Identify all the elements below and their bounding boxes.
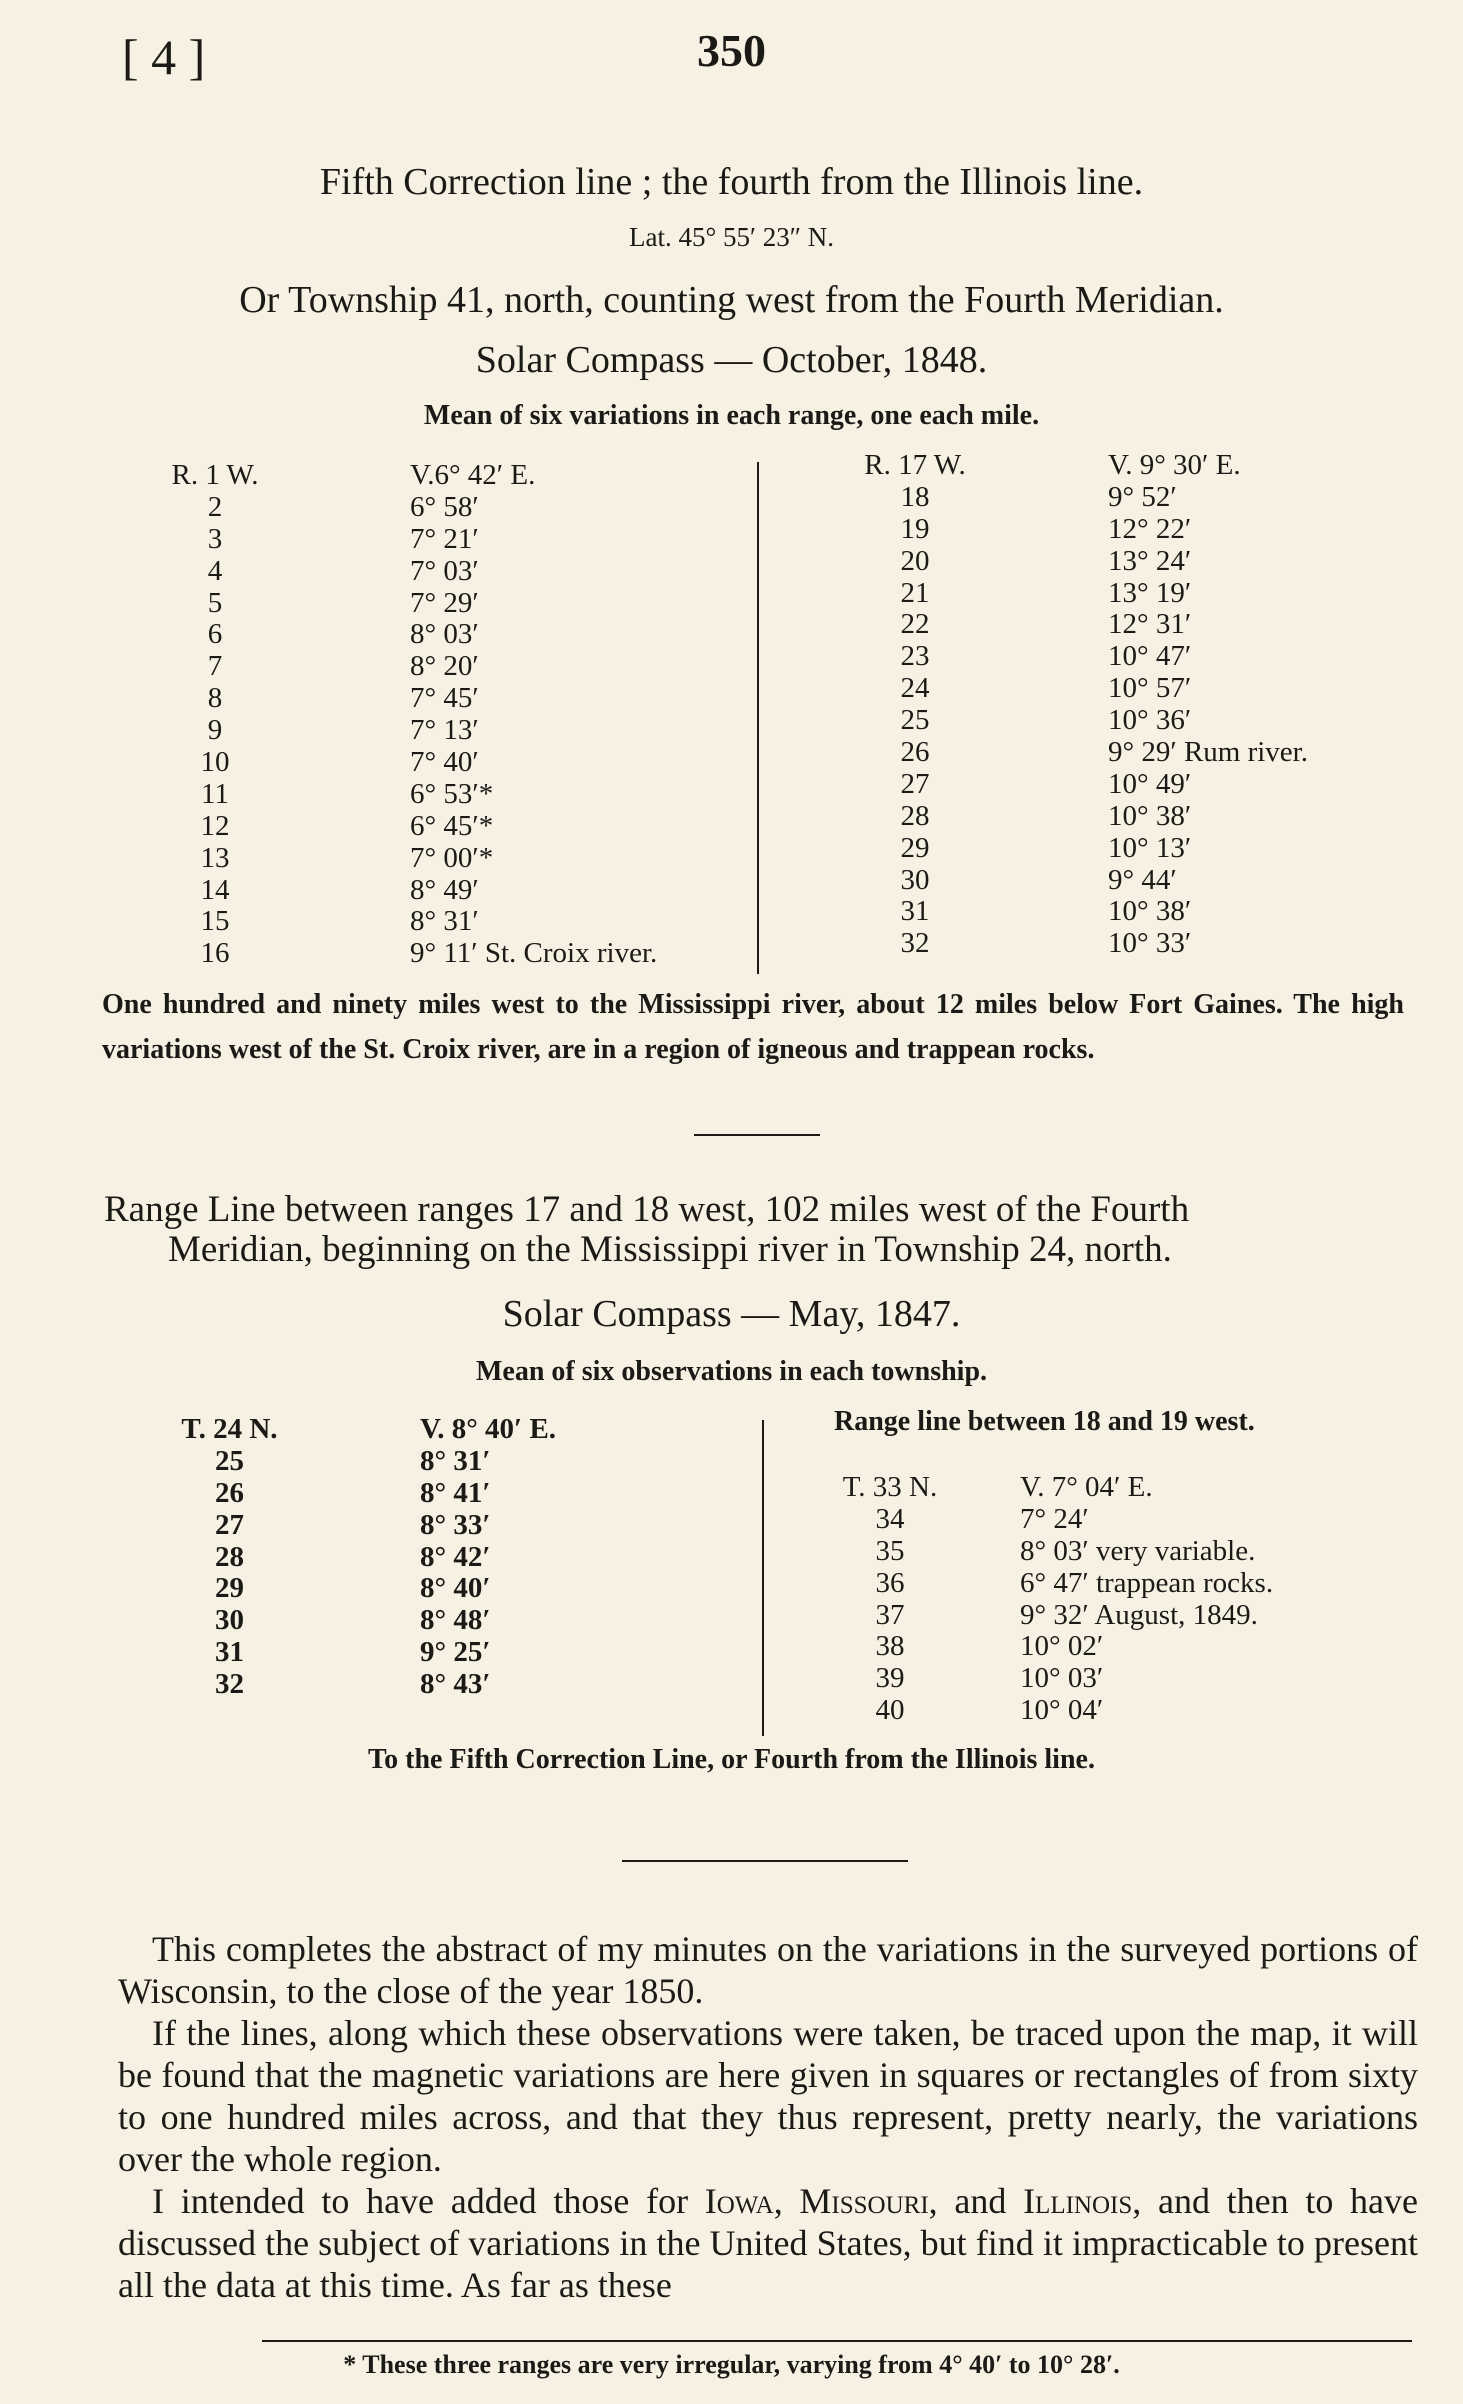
page-number: 350 <box>697 25 766 76</box>
variation-value: 6° 47′ trappean rocks. <box>1020 1566 1274 1599</box>
variation-value: 10° 36′ <box>1108 704 1192 737</box>
township-number: 37 <box>875 1598 905 1631</box>
section1-instrument: Solar Compass — October, 1848. <box>475 339 988 381</box>
variation-value: 8° 40′ <box>420 1572 491 1605</box>
section1-right-values <box>1108 450 1428 960</box>
variation-value: 13° 24′ <box>1108 544 1192 577</box>
range-number: 18 <box>900 480 930 513</box>
variation-value: 7° 03′ <box>410 554 479 587</box>
variation-value: 9° 29′ Rum river. <box>1108 736 1308 769</box>
section1-left-values <box>410 460 760 970</box>
paragraph-3-text: I intended to have added those for <box>152 2181 705 2221</box>
variation-value: 8° 31′ <box>420 1444 491 1477</box>
range-number: 20 <box>900 544 930 577</box>
footnote: * These three ranges are very irregular, varying from 4° 40′ to 10° 28′. <box>343 2350 1120 2379</box>
variation-value: 7° 21′ <box>410 522 479 555</box>
range-number: 12 <box>200 809 230 842</box>
variation-value: 7° 24′ <box>1020 1502 1089 1535</box>
variation-value: 10° 04′ <box>1020 1694 1104 1727</box>
township-number: 36 <box>875 1566 905 1599</box>
range-number: 27 <box>900 767 930 800</box>
range-number: 3 <box>207 522 223 555</box>
township-number: 31 <box>215 1636 244 1669</box>
variation-value: 10° 38′ <box>1108 895 1192 928</box>
range-number: 10 <box>200 746 230 779</box>
township-number: T. 33 N. <box>842 1471 938 1503</box>
variation-value: 6° 53′* <box>410 777 494 810</box>
variation-value: 10° 02′ <box>1020 1630 1104 1663</box>
variation-value: 8° 03′ very variable. <box>1020 1534 1256 1567</box>
township-number: 40 <box>875 1694 905 1727</box>
range-number: 15 <box>200 905 230 938</box>
section1-subtitle: Or Township 41, north, counting west from the Fourth Meridian. <box>239 279 1224 321</box>
range-number: 9 <box>207 714 223 747</box>
variation-value: V.6° 42′ E. <box>410 459 536 491</box>
paragraph-3-tail: , and then to have discussed the subject of variations in the United States, but find it impracticable to present all the data at this time. As far as these <box>118 2181 1419 2305</box>
township-number: 28 <box>215 1540 244 1573</box>
section1-title: Fifth Correction line ; the fourth from the Illinois line. <box>319 161 1144 203</box>
range-number: 26 <box>900 736 930 769</box>
range-number: 2 <box>207 490 223 523</box>
range-number: 14 <box>200 873 230 906</box>
section1-latitude: Lat. 45° 55′ 23″ N. <box>629 222 834 252</box>
section2-mean-note: Mean of six observations in each township. <box>475 1356 988 1387</box>
paragraph-3 <box>118 2180 1418 2306</box>
range-number: 6 <box>207 618 223 651</box>
township-number: 34 <box>875 1502 905 1535</box>
variation-value: 12° 31′ <box>1108 608 1192 641</box>
variation-value: V. 7° 04′ E. <box>1020 1471 1153 1503</box>
variation-value: 10° 33′ <box>1108 927 1192 960</box>
state-iowa: Iowa <box>704 2181 774 2221</box>
variation-value: 9° 52′ <box>1108 480 1177 513</box>
body-text <box>118 1928 1418 2306</box>
range-number: 25 <box>900 704 930 737</box>
variation-value: 10° 47′ <box>1108 640 1192 673</box>
variation-value: 8° 43′ <box>420 1668 491 1701</box>
paragraph-3-sep: , <box>773 2181 800 2221</box>
section2-closing: To the Fifth Correction Line, or Fourth from the Illinois line. <box>368 1744 1095 1775</box>
section2-right-heading: Range line between 18 and 19 west. <box>834 1406 1255 1437</box>
variation-value: 8° 33′ <box>420 1508 491 1541</box>
township-number: 35 <box>875 1534 905 1567</box>
variation-value: 10° 49′ <box>1108 767 1192 800</box>
section2-left-townships <box>162 1414 297 1701</box>
variation-value: 8° 42′ <box>420 1540 491 1573</box>
variation-value: 10° 38′ <box>1108 799 1192 832</box>
variation-value: 10° 57′ <box>1108 672 1192 705</box>
signature-mark: [ 4 ] <box>122 29 206 85</box>
range-number: 24 <box>900 672 930 705</box>
variation-value: 9° 32′ August, 1849. <box>1020 1598 1258 1631</box>
state-illinois: Illinois <box>1023 2181 1133 2221</box>
variation-value: 9° 11′ St. Croix river. <box>410 937 658 970</box>
variation-value: 6° 58′ <box>410 490 479 523</box>
township-number: 32 <box>215 1668 244 1701</box>
range-number: 16 <box>200 937 230 970</box>
table-divider <box>757 462 759 974</box>
section2-right-townships <box>825 1472 955 1727</box>
range-number: 11 <box>201 777 229 810</box>
paragraph-2: If the lines, along which these observations were taken, be traced upon the map, it will be found that the magnetic variations are here given in squares or rectangles of from sixty to one hundred miles across, and that they thus represent, pretty nearly, the variations over the whole region. <box>118 2013 1418 2179</box>
township-number: 27 <box>215 1508 244 1541</box>
state-missouri: Missouri <box>799 2181 929 2221</box>
range-number: 23 <box>900 640 930 673</box>
range-number: R. 1 W. <box>171 459 259 491</box>
table-divider <box>762 1420 764 1736</box>
variation-value: 10° 03′ <box>1020 1662 1104 1695</box>
township-number: T. 24 N. <box>181 1413 278 1445</box>
variation-value: 9° 44′ <box>1108 863 1177 896</box>
variation-value: 8° 49′ <box>410 873 479 906</box>
variation-value: 7° 40′ <box>410 746 479 779</box>
section2-instrument: Solar Compass — May, 1847. <box>502 1293 961 1335</box>
variation-value: 7° 45′ <box>410 682 479 715</box>
variation-value: 9° 25′ <box>420 1636 491 1669</box>
township-number: 29 <box>215 1572 244 1605</box>
variation-value: 6° 45′* <box>410 809 494 842</box>
section2-title-line1: Range Line between ranges 17 and 18 west, 102 miles west of the Fourth <box>104 1189 1190 1230</box>
section1-note: One hundred and ninety miles west to the Mississippi river, about 12 miles below Fort Gaines. The high variations west of the St. Croix river, are in a region of igneous and trappean rocks. <box>102 989 1404 1065</box>
section-divider <box>694 1134 820 1136</box>
variation-value: 13° 19′ <box>1108 576 1192 609</box>
variation-value: 7° 29′ <box>410 586 479 619</box>
section2-left-values <box>420 1414 720 1701</box>
township-number: 39 <box>875 1662 905 1695</box>
township-number: 30 <box>215 1604 244 1637</box>
range-number: 29 <box>900 831 930 864</box>
range-number: R. 17 W. <box>864 449 966 481</box>
section1-left-ranges <box>150 460 280 970</box>
range-number: 13 <box>200 841 230 874</box>
variation-value: 8° 48′ <box>420 1604 491 1637</box>
range-number: 4 <box>207 554 223 587</box>
variation-value: 8° 20′ <box>410 650 479 683</box>
paragraph-1: This completes the abstract of my minutes on the variations in the surveyed portions of Wisconsin, to the close of the year 1850. <box>118 1929 1418 2011</box>
variation-value: 12° 22′ <box>1108 512 1192 545</box>
range-number: 32 <box>900 927 930 960</box>
township-number: 25 <box>215 1444 244 1477</box>
variation-value: 8° 31′ <box>410 905 479 938</box>
section2-right-values <box>1020 1472 1420 1727</box>
variation-value: 7° 13′ <box>410 714 479 747</box>
range-number: 21 <box>900 576 930 609</box>
footnote-rule <box>262 2340 1412 2342</box>
range-number: 30 <box>900 863 930 896</box>
paragraph-3-sep: , and <box>928 2181 1024 2221</box>
section1-right-ranges <box>850 450 980 960</box>
section1-mean-note: Mean of six variations in each range, one each mile. <box>423 400 1040 431</box>
range-number: 31 <box>900 895 930 928</box>
variation-value: V. 8° 40′ E. <box>420 1413 557 1445</box>
section-divider <box>622 1860 908 1862</box>
range-number: 8 <box>207 682 223 715</box>
range-number: 19 <box>900 512 930 545</box>
variation-value: 8° 03′ <box>410 618 479 651</box>
township-number: 38 <box>875 1630 905 1663</box>
variation-value: V. 9° 30′ E. <box>1108 449 1241 481</box>
range-number: 5 <box>207 586 223 619</box>
variation-value: 7° 00′* <box>410 841 494 874</box>
section2-title-line2: Meridian, beginning on the Mississippi river in Township 24, north. <box>168 1229 1172 1270</box>
township-number: 26 <box>215 1476 244 1509</box>
variation-value: 8° 41′ <box>420 1476 491 1509</box>
range-number: 28 <box>900 799 930 832</box>
range-number: 7 <box>207 650 223 683</box>
range-number: 22 <box>900 608 930 641</box>
variation-value: 10° 13′ <box>1108 831 1192 864</box>
